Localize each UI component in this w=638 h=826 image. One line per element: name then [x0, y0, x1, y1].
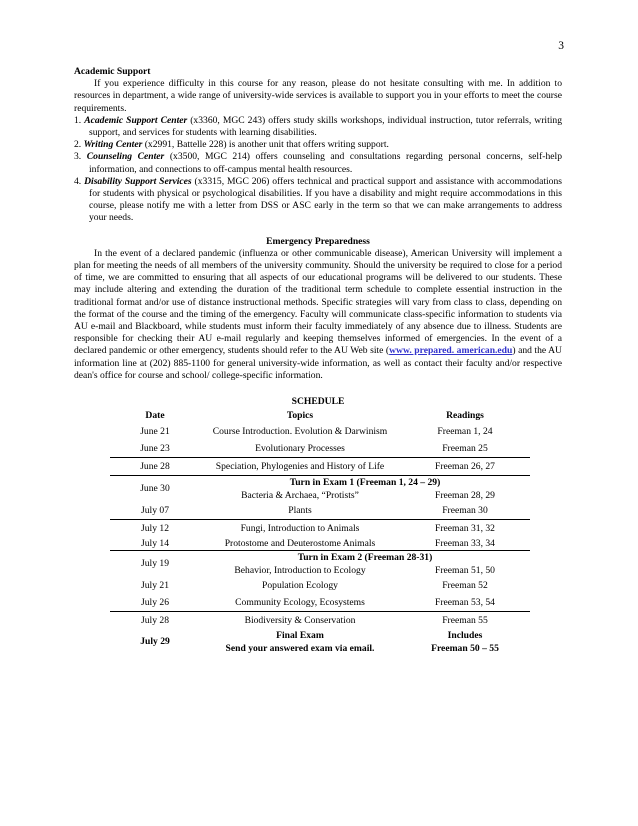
table-row: [110, 520, 530, 538]
row-readings: Freeman 33, 34: [435, 537, 495, 549]
row-readings: Freeman 51, 50: [435, 564, 495, 576]
row-date: July 12: [110, 520, 200, 538]
row-readings: Freeman 31, 32: [400, 520, 530, 538]
header-date: Date: [145, 410, 165, 422]
row-readings: Freeman 50 – 55: [431, 642, 499, 654]
list-item: [74, 139, 562, 151]
exam-notice: Turn in Exam 2 (Freeman 28-31): [200, 551, 530, 565]
emergency-text: In the event of a declared pandemic (influenza or other communicable disease), American University will implement a plan for meeting the needs of all members of the university community. Should the university be required to close for a period of time, we are committed to ensuring that all aspects of our educational programs will be delivered to our students. These may include altering and extending the duration of the traditional term schedule to complete essential instruction in the traditional format and/or use of distance instructional methods. Specific strategies will vary from class to class, depending on the format of the course and the timing of the emergency. Faculty will communicate class-specific information to students via AU e-mail and Blackboard, while students must inform their faculty immediately of any absence due to illness. Students are responsible for checking their AU e-mail regularly and keeping themselves informed of emergencies. In the event of a declared pandemic or other emergency, students should refer to the AU Web site (: [74, 247, 562, 357]
academic-support-section: [74, 66, 562, 225]
service-description: (x2991, Battelle 228) is another unit that offers writing support.: [142, 139, 389, 151]
row-date: July 21: [141, 579, 169, 591]
service-description: (x3315, MGC 206) offers technical and practical support and assistance with accommodations for students with physical or psychological disabilities. If you have a disability and might require accommodations in this course, please notify me with a letter from DSS or ASC early in the term so that we can make arrangements to address your needs.: [89, 175, 562, 224]
row-readings: Freeman 55: [400, 612, 530, 630]
list-number: 1.: [74, 114, 82, 126]
emergency-paragraph: [74, 248, 562, 382]
row-readings: Freeman 53, 54: [435, 596, 495, 608]
row-topic: Fungi, Introduction to Animals: [200, 520, 400, 538]
row-date: June 21: [140, 425, 170, 437]
row-date: June 23: [140, 442, 170, 454]
prepared-website-link[interactable]: www. prepared. american.edu: [389, 345, 513, 357]
table-row: [110, 458, 530, 476]
service-description: (x3500, MGC 214) offers counseling and consultations regarding personal concerns, self-help information, and connections to off-campus mental health resources.: [89, 151, 562, 175]
row-topic: Speciation, Phylogenies and History of Life: [200, 458, 400, 476]
table-row: [110, 577, 530, 594]
row-topic: Course Introduction. Evolution & Darwinism: [212, 425, 388, 437]
table-row: [110, 612, 530, 630]
row-topic: Biodiversity & Conservation: [200, 612, 400, 630]
header-readings: Readings: [446, 410, 484, 422]
table-row: [110, 551, 530, 565]
service-name: Counseling Center: [86, 151, 165, 163]
row-readings: Freeman 30: [442, 504, 488, 516]
table-row: [110, 502, 530, 520]
row-readings: Freeman 28, 29: [435, 489, 495, 501]
service-name: Disability Support Services: [84, 175, 192, 187]
table-row: [110, 537, 530, 551]
row-date: June 30: [110, 476, 200, 503]
row-date: July 07: [141, 504, 169, 516]
service-name: Academic Support Center: [84, 114, 188, 126]
row-date: July 26: [141, 596, 169, 608]
page-number: 3: [558, 40, 564, 52]
emergency-text-end: ) and the AU information line at (202) 885-1100 for general university-wide information, as well as contact their faculty and/or respective dean's office for course and school/ college-specific information.: [74, 345, 562, 381]
row-topic: Community Ecology, Ecosystems: [235, 596, 365, 608]
row-topic: Protostome and Deuterostome Animals: [224, 537, 376, 549]
row-topic: Send your answered exam via email.: [225, 642, 375, 654]
list-item: [74, 176, 562, 225]
table-row: [110, 629, 530, 642]
emergency-section: [74, 236, 562, 382]
list-item: [74, 115, 562, 139]
table-row: [110, 594, 530, 612]
list-number: 2.: [74, 139, 82, 151]
schedule-section: [74, 396, 562, 655]
emergency-heading: Emergency Preparedness: [266, 235, 370, 247]
row-readings: Freeman 1, 24: [437, 425, 493, 437]
row-topic: Behavior, Introduction to Ecology: [234, 564, 366, 576]
row-date: July 19: [110, 551, 200, 578]
row-readings: Freeman 52: [442, 579, 488, 591]
list-number: 3.: [74, 151, 82, 163]
row-date: July 14: [141, 537, 169, 549]
page-content: [74, 66, 562, 655]
schedule-header-row: [110, 409, 530, 423]
schedule-table: [110, 409, 530, 655]
row-topic: Final Exam: [276, 629, 324, 641]
table-row: [110, 476, 530, 490]
row-topic: Plants: [288, 504, 312, 516]
row-topic: Bacteria & Archaea, “Protists”: [241, 489, 359, 501]
row-date: July 28: [110, 612, 200, 630]
list-number: 4.: [74, 175, 82, 187]
row-topic: Evolutionary Processes: [255, 442, 345, 454]
academic-support-intro: If you experience difficulty in this course for any reason, please do not hesitate consulting with me. In addition to resources in department, a wide range of university-wide services is available to support you in your efforts to meet the course requirements.: [74, 78, 562, 114]
table-row: [110, 423, 530, 440]
service-name: Writing Center: [83, 139, 143, 151]
row-readings: Includes: [447, 629, 483, 641]
list-item: [74, 151, 562, 175]
schedule-title: SCHEDULE: [291, 396, 345, 408]
row-topic: Population Ecology: [262, 579, 338, 591]
service-description: (x3360, MGC 243) offers study skills workshops, individual instruction, tutor referrals, writing support, and services for students with learning disabilities.: [89, 114, 563, 139]
row-date: June 28: [110, 458, 200, 476]
exam-notice: Turn in Exam 1 (Freeman 1, 24 – 29): [200, 476, 530, 490]
header-topics: Topics: [286, 410, 314, 422]
row-readings: Freeman 26, 27: [400, 458, 530, 476]
row-date: July 29: [140, 636, 170, 648]
table-row: [110, 440, 530, 458]
row-readings: Freeman 25: [442, 442, 488, 454]
academic-support-heading: Academic Support: [74, 66, 151, 77]
